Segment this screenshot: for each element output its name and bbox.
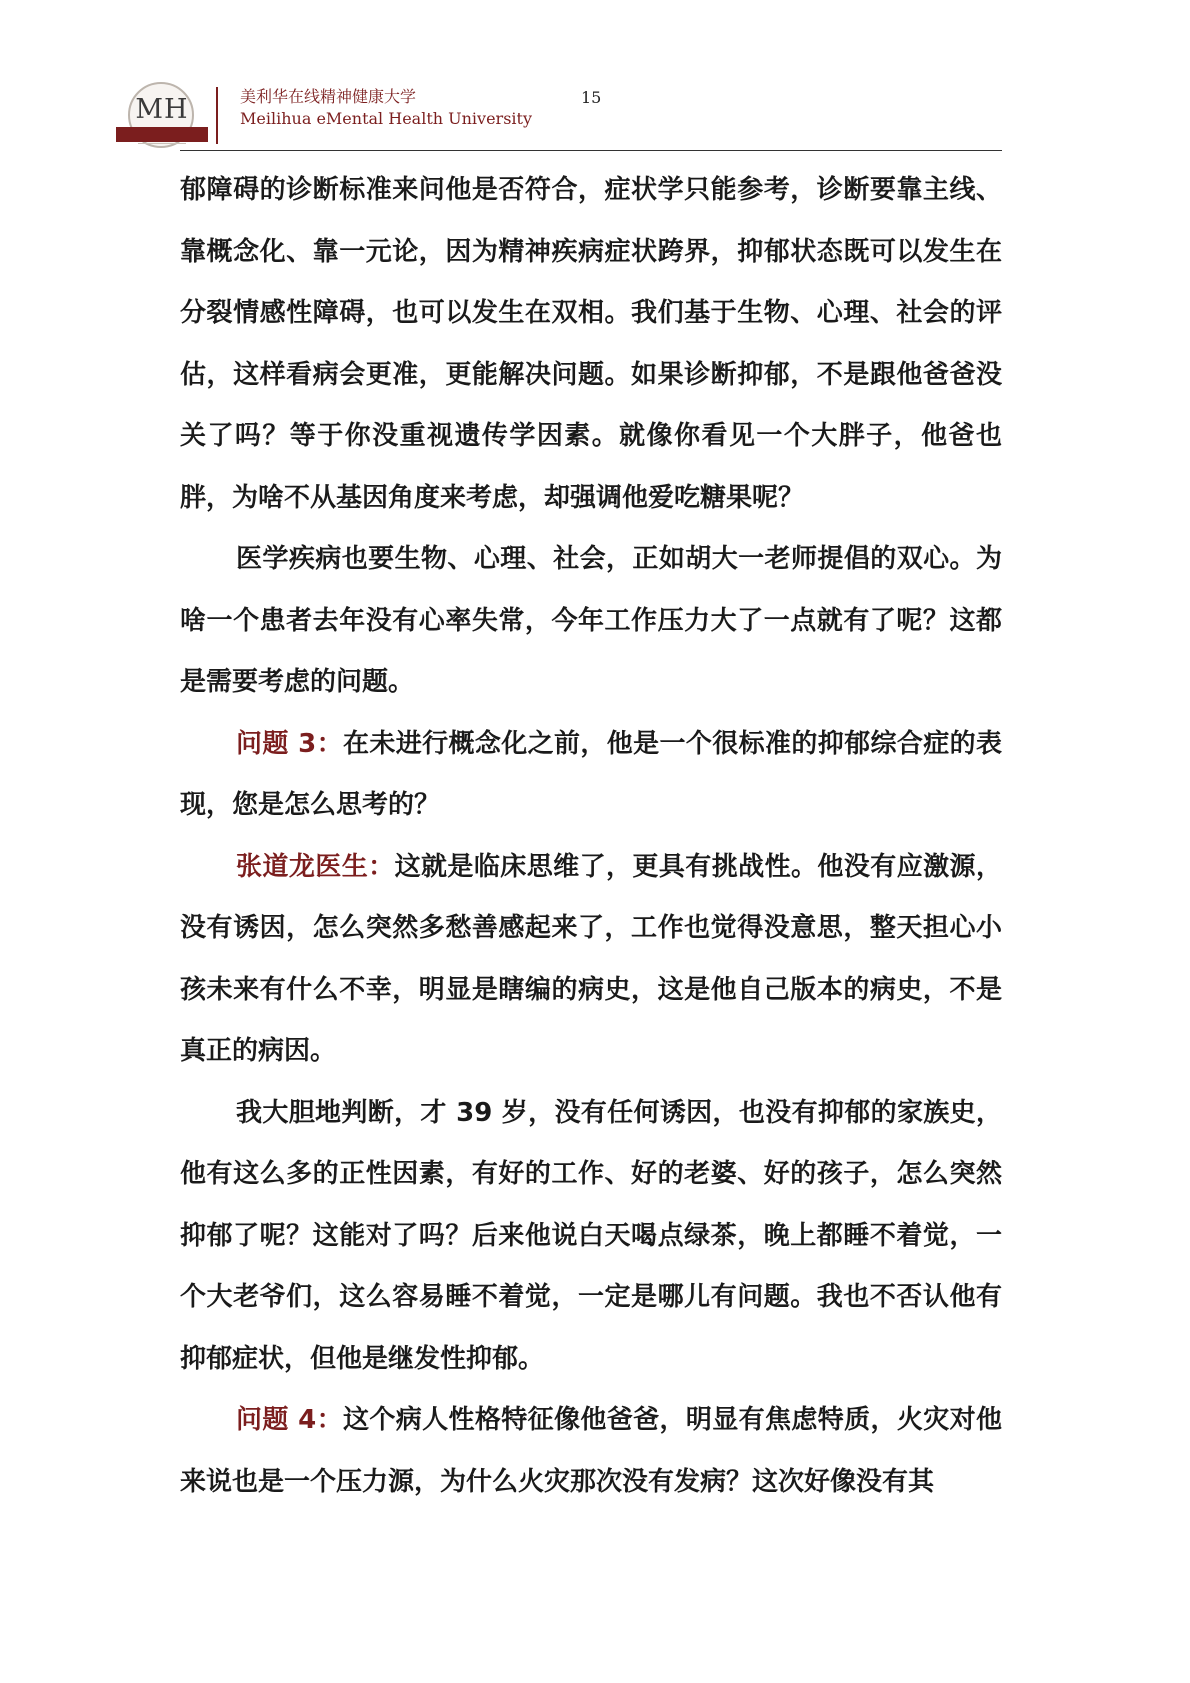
question-4-label: 问题 4：	[236, 1405, 344, 1435]
question-3	[180, 714, 1002, 837]
paragraph-secondary-depression: 我大胆地判断，才 39 岁，没有任何诱因，也没有抑郁的家族史，他有这么多的正性因素，有好的工作、好的老婆、好的孩子，怎么突然抑郁了呢？这能对了吗？后来他说白天喝点绿茶，晚上都睡不着觉，一个大老爷们，这么容易睡不着觉，一定是哪儿有问题。我也不否认他有抑郁症状，但他是继发性抑郁。	[180, 1097, 1002, 1374]
university-name-cn: 美利华在线精神健康大学	[240, 87, 417, 106]
question-4	[180, 1390, 1002, 1513]
page-header	[0, 0, 1190, 150]
question-3-label: 问题 3：	[236, 728, 344, 759]
logo-underline	[138, 143, 186, 148]
answer-3-text: 这就是临床思维了，更具有挑战性。他没有应激源，没有诱因，怎么突然多愁善感起来了，工作也觉得没意思，整天担心小孩未来有什么不幸，明显是瞎编的病史，这是他自己版本的病史，不是真正的病因。	[180, 851, 1002, 1066]
university-logo	[116, 82, 208, 152]
document-body	[180, 160, 1002, 1513]
page-number: 15	[581, 88, 602, 107]
logo-monogram: MH	[135, 94, 189, 125]
paragraph-dual-heart: 医学疾病也要生物、心理、社会，正如胡大一老师提倡的双心。为啥一个患者去年没有心率失常，今年工作压力大了一点就有了呢？这都是需要考虑的问题。	[180, 544, 1002, 697]
header-divider-horizontal	[180, 150, 1002, 151]
paragraph-continuation: 郁障碍的诊断标准来问他是否符合，症状学只能参考，诊断要靠主线、靠概念化、靠一元论，因为精神疾病症状跨界，抑郁状态既可以发生在分裂情感性障碍，也可以发生在双相。我们基于生物、心理、社会的评估，这样看病会更准，更能解决问题。如果诊断抑郁，不是跟他爸爸没关了吗？等于你没重视遗传学因素。就像你看见一个大胖子，他爸也胖，为啥不从基因角度来考虑，却强调他爱吃糖果呢？	[180, 175, 1002, 513]
logo-ribbon	[116, 127, 208, 142]
question-3-text: 在未进行概念化之前，他是一个很标准的抑郁综合症的表现，您是怎么思考的？	[180, 728, 1002, 820]
answer-3	[180, 837, 1002, 1083]
header-divider-vertical	[216, 87, 218, 144]
answer-3-speaker: 张道龙医生：	[236, 851, 395, 882]
question-4-text: 这个病人性格特征像他爸爸，明显有焦虑特质，火灾对他来说也是一个压力源，为什么火灾那次没有发病？这次好像没有其	[180, 1405, 1002, 1497]
university-name-en: Meilihua eMental Health University	[240, 109, 532, 128]
